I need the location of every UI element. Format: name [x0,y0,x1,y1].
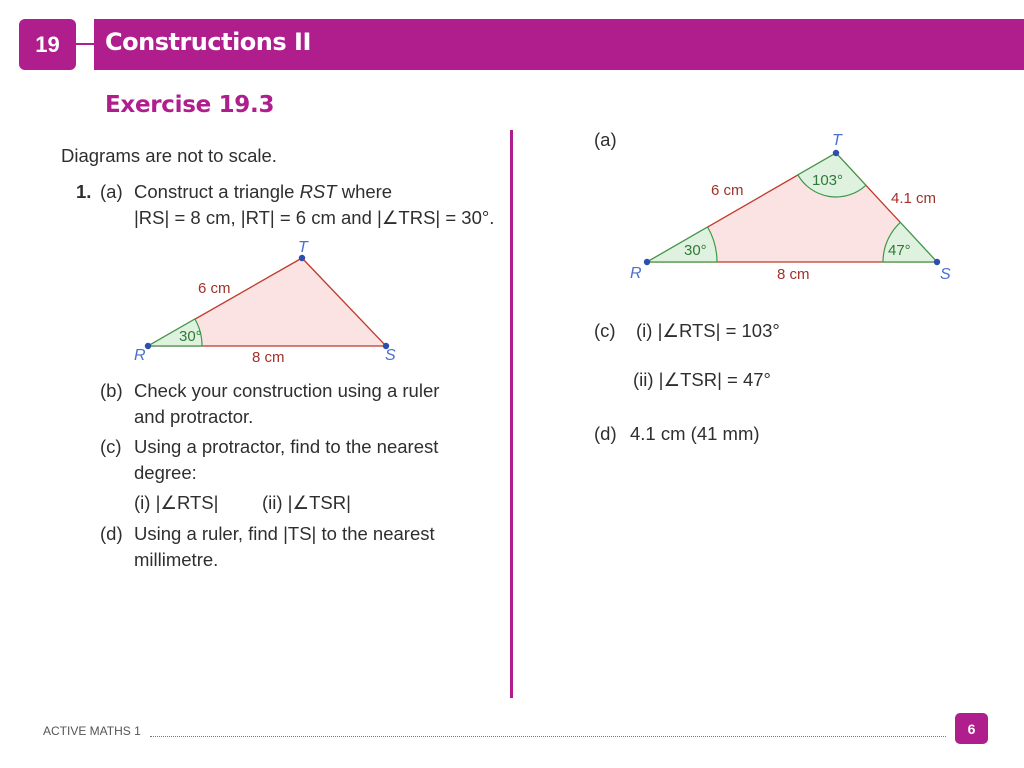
side-rt-label: 6 cm [198,280,231,297]
vertex-r-label: R [134,347,146,364]
part-b-line1: Check your construction using a ruler [134,380,440,401]
page-number-badge: 6 [955,713,988,744]
part-d-line1: Using a ruler, find |TS| to the nearest [134,523,435,544]
footer-dotted-rule [150,736,946,737]
answer-side-rt-label: 6 cm [711,182,744,199]
answer-vertex-s-dot [934,259,940,265]
intro-note: Diagrams are not to scale. [61,145,277,166]
answer-vertex-t-label: T [832,132,842,149]
answer-vertex-r-dot [644,259,650,265]
question-triangle-diagram [120,232,420,372]
answer-c-label: (c) [594,320,616,341]
exercise-title: Exercise 19.3 [105,92,275,118]
answer-vertex-t-dot [833,150,839,156]
answer-d-value: 4.1 cm (41 mm) [630,423,760,444]
part-a-line2: |RS| = 8 cm, |RT| = 6 cm and |∠TRS| = 30°. [134,207,495,228]
part-c-subpart-ii: (ii) |∠TSR| [262,492,351,513]
part-d-label: (d) [100,523,123,544]
answer-a-label: (a) [594,129,617,150]
part-c-line1: Using a protractor, find to the nearest [134,436,439,457]
footer-book-title: ACTIVE MATHS 1 [43,724,141,738]
column-divider [510,130,513,698]
question-number: 1. [76,181,92,202]
answer-vertex-r-label: R [630,265,642,282]
part-c-label: (c) [100,436,122,457]
part-a-label: (a) [100,181,123,202]
answer-d-label: (d) [594,423,617,444]
side-rs-label: 8 cm [252,349,285,366]
part-b-label: (b) [100,380,123,401]
answer-side-ts-label: 4.1 cm [891,190,937,207]
part-b-line2: and protractor. [134,406,254,427]
part-a-line1: Construct a triangle RST where [134,181,393,202]
part-c-line2: degree: [134,462,197,483]
answer-c-subpart-i: (i) |∠RTS| = 103° [636,320,780,341]
answer-angle-r-label: 30° [684,242,707,259]
answer-side-rs-label: 8 cm [777,266,810,283]
vertex-t-label: T [298,239,308,256]
chapter-number-badge: 19 [19,19,76,70]
answer-c-subpart-ii: (ii) |∠TSR| = 47° [633,369,771,390]
badge-connector [76,43,94,45]
vertex-s-label: S [385,347,396,364]
answer-triangle-diagram [620,125,970,285]
vertex-r-dot [145,343,151,349]
angle-r-label: 30° [179,328,202,345]
part-d-line2: millimetre. [134,549,219,570]
chapter-title: Constructions II [105,28,311,56]
answer-vertex-s-label: S [940,266,951,283]
answer-angle-t-label: 103° [812,172,844,189]
answer-angle-s-label: 47° [888,242,911,259]
part-c-subpart-i: (i) |∠RTS| [134,492,219,513]
